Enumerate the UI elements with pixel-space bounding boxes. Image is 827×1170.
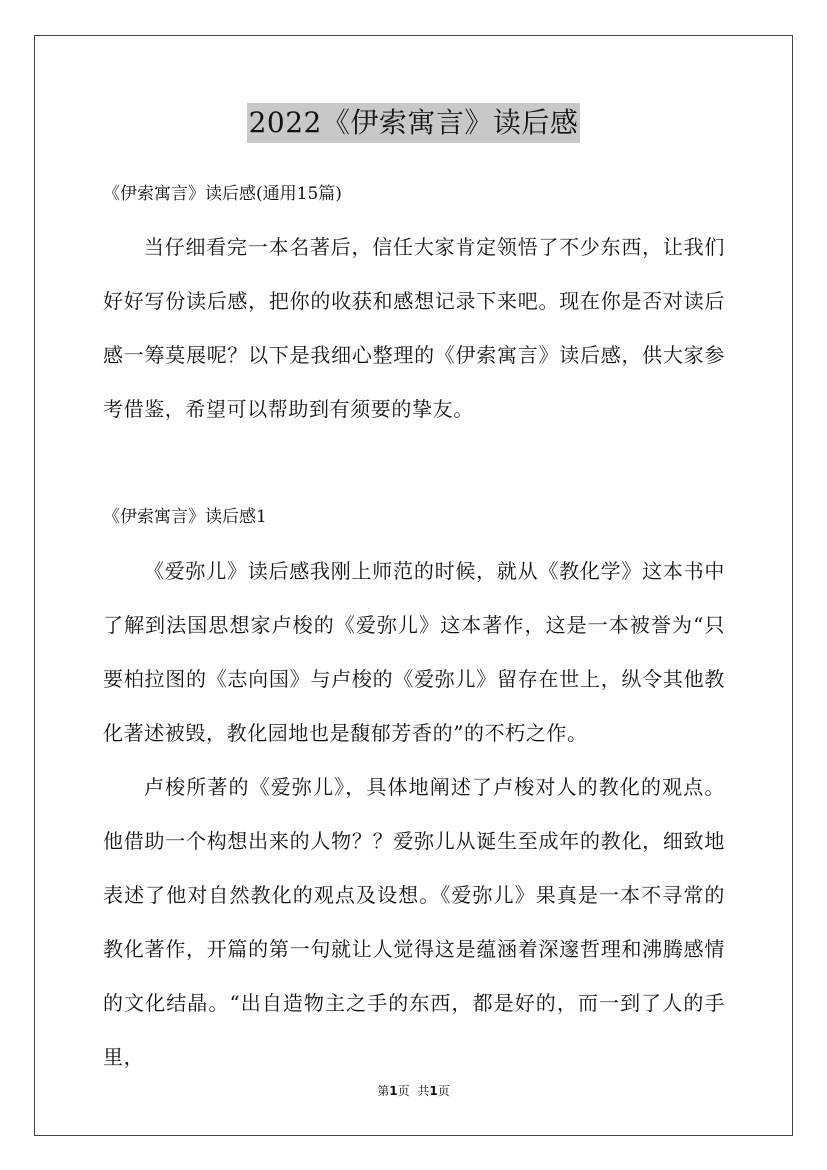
footer-page-prefix: 第	[377, 1084, 390, 1098]
footer-page-suffix: 页	[397, 1084, 410, 1098]
footer-total-prefix: 共	[417, 1084, 430, 1098]
document-subtitle: 《伊索寓言》读后感(通用15篇)	[103, 184, 342, 204]
footer-total-suffix: 页	[437, 1084, 450, 1098]
body-paragraph-1: 《爱弥儿》读后感我刚上师范的时候，就从《教化学》这本书中了解到法国思想家卢梭的《爱弥儿》这本著作，这是一本被誉为“只要柏拉图的《志向国》与卢梭的《爱弥儿》留存在世上，纵令其他教化著述被毁，教化园地也是馥郁芳香的”的不朽之作。	[103, 559, 725, 745]
page-footer	[0, 1082, 827, 1100]
body-paragraph-2: 卢梭所著的《爱弥儿》，具体地阐述了卢梭对人的教化的观点。他借助一个构想出来的人物？？爱弥儿从诞生至成年的教化，细致地表述了他对自然教化的观点及设想。《爱弥儿》果真是一本不寻常的教化著作，开篇的第一句就让人觉得这是蕴涵着深邃哲理和沸腾感情的文化结晶。“出自造物主之手的东西，都是好的，而一到了人的手里，	[103, 775, 725, 1069]
document-title: 2022《伊索寓言》读后感	[247, 103, 581, 143]
footer-page-number: 1	[389, 1084, 398, 1098]
title-container	[0, 103, 827, 143]
section-heading: 《伊索寓言》读后感1	[103, 507, 267, 527]
footer-total-pages: 1	[429, 1084, 438, 1098]
intro-paragraph: 当仔细看完一本名著后，信任大家肯定领悟了不少东西，让我们好好写份读后感，把你的收获和感想记录下来吧。现在你是否对读后感一筹莫展呢？以下是我细心整理的《伊索寓言》读后感，供大家参考借鉴，希望可以帮助到有须要的挚友。	[103, 235, 725, 421]
